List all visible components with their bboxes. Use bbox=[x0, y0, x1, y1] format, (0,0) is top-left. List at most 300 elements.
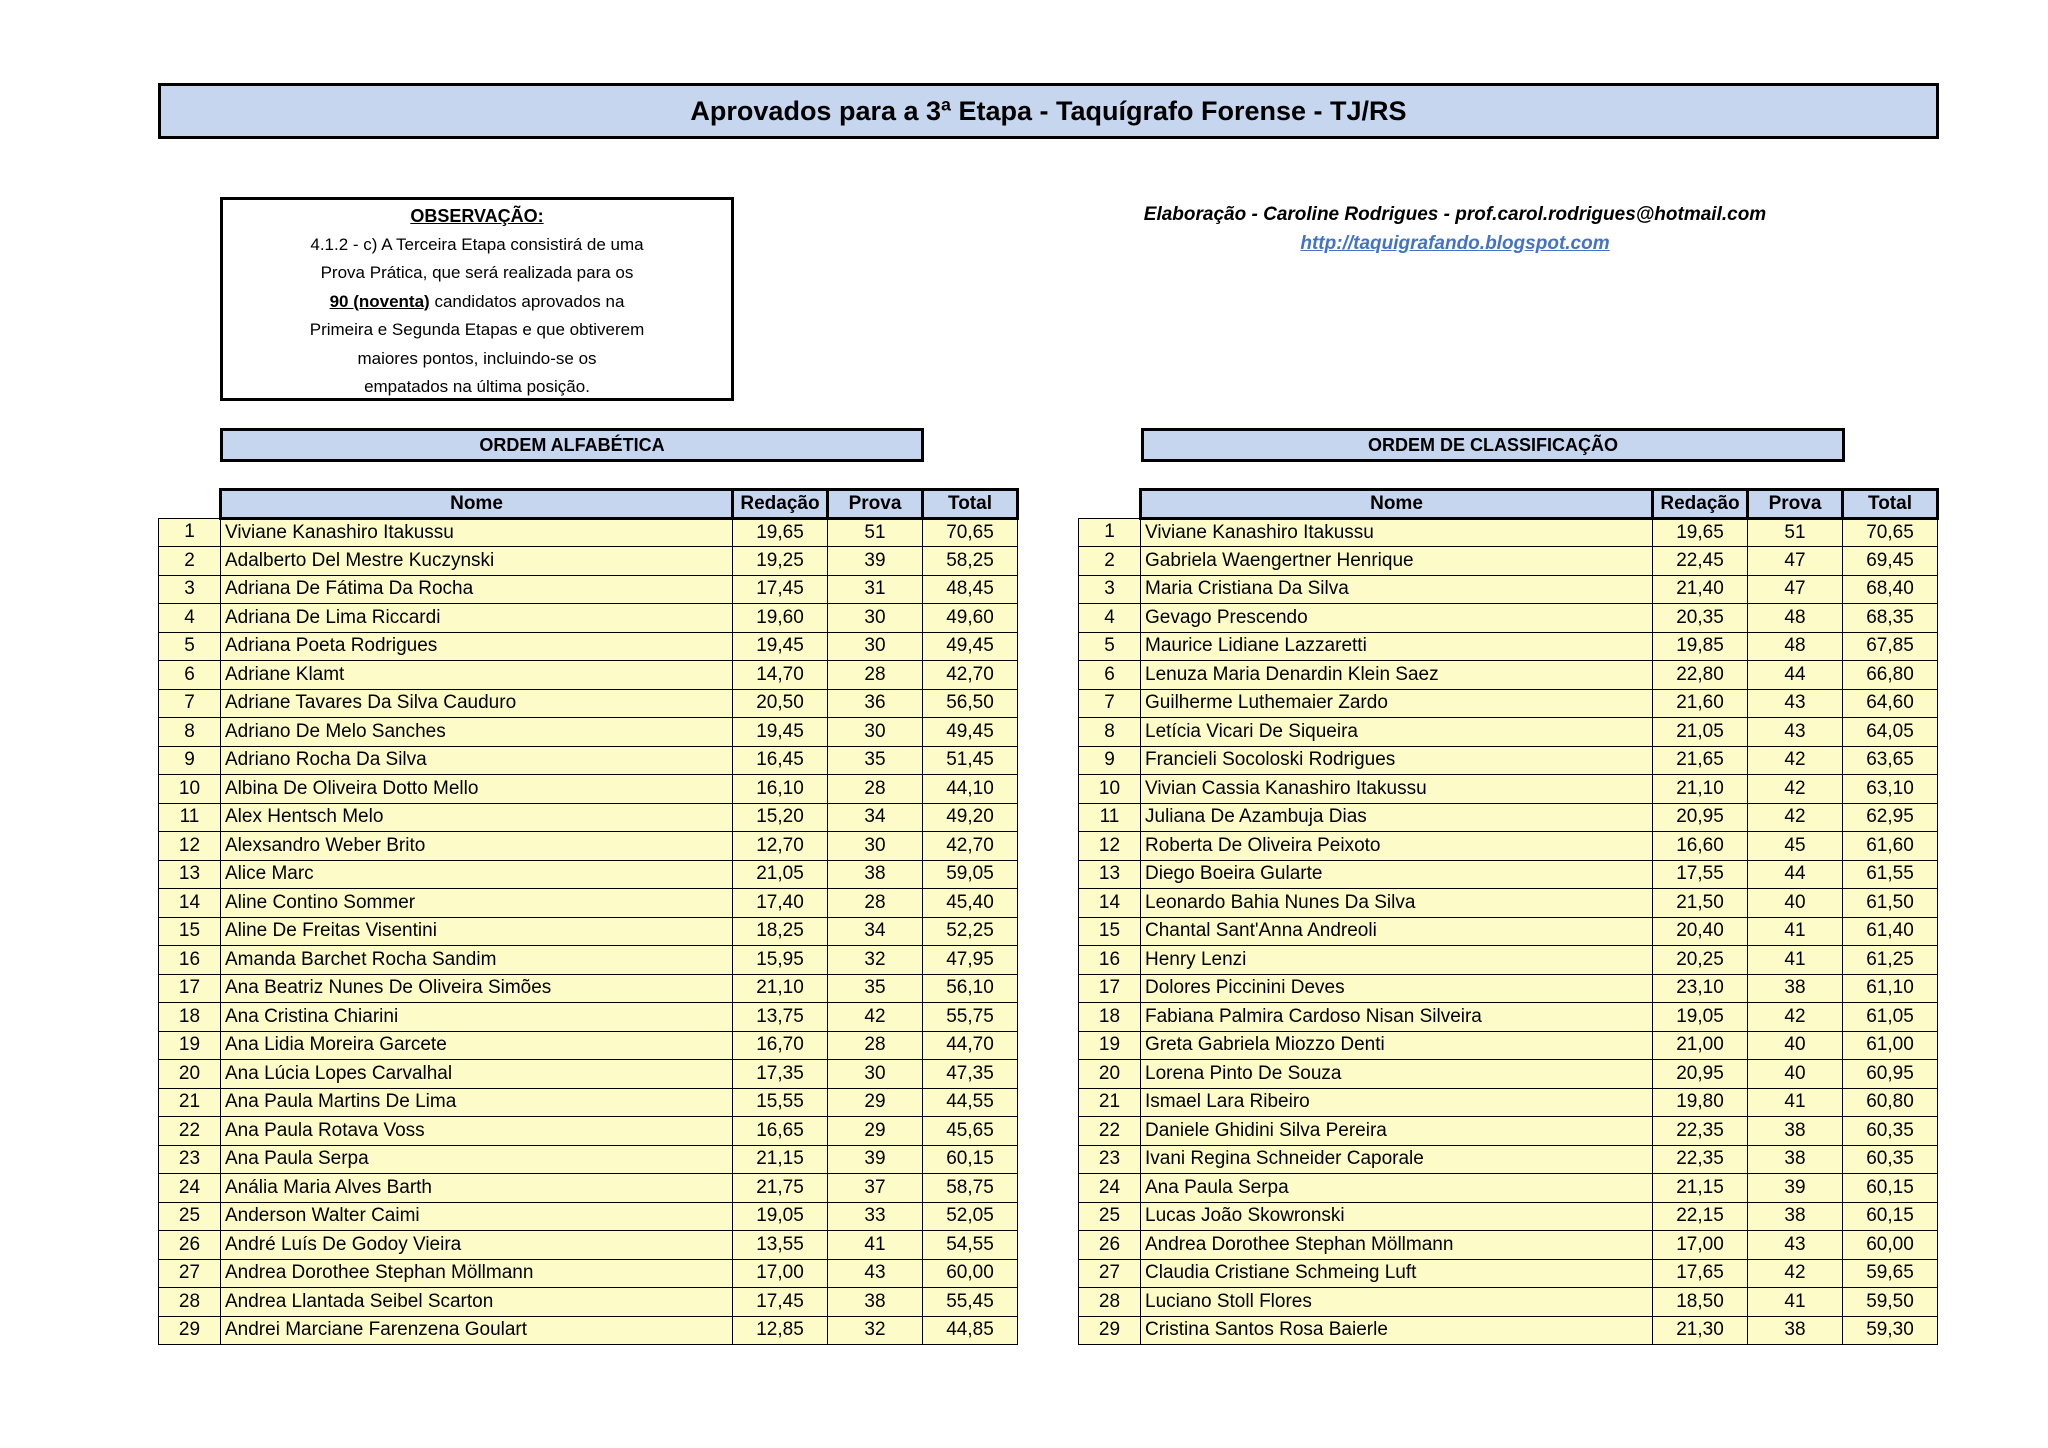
redacao-cell: 22,15 bbox=[1653, 1202, 1748, 1231]
name-cell: Andrea Dorothee Stephan Möllmann bbox=[1141, 1231, 1653, 1260]
rank-header bbox=[1079, 490, 1141, 519]
total-cell: 45,65 bbox=[923, 1117, 1018, 1146]
name-cell: Maurice Lidiane Lazzaretti bbox=[1141, 632, 1653, 661]
redacao-cell: 20,50 bbox=[733, 689, 828, 718]
observation-line: Prova Prática, que será realizada para os bbox=[320, 263, 634, 282]
table-row bbox=[159, 946, 1018, 975]
prova-cell: 51 bbox=[1748, 518, 1843, 547]
table-row bbox=[1079, 946, 1938, 975]
total-column-header: Total bbox=[923, 490, 1018, 519]
prova-cell: 34 bbox=[828, 803, 923, 832]
rank-cell: 28 bbox=[1079, 1288, 1141, 1317]
redacao-cell: 17,55 bbox=[1653, 860, 1748, 889]
rank-cell: 20 bbox=[1079, 1060, 1141, 1089]
table-row bbox=[1079, 1288, 1938, 1317]
observation-box bbox=[220, 197, 734, 401]
table-row bbox=[1079, 1145, 1938, 1174]
prova-cell: 41 bbox=[1748, 917, 1843, 946]
table-row bbox=[159, 1117, 1018, 1146]
prova-cell: 44 bbox=[1748, 661, 1843, 690]
redacao-cell: 21,00 bbox=[1653, 1031, 1748, 1060]
rank-cell: 6 bbox=[1079, 661, 1141, 690]
redacao-cell: 17,45 bbox=[733, 1288, 828, 1317]
rank-cell: 22 bbox=[159, 1117, 221, 1146]
prova-cell: 47 bbox=[1748, 547, 1843, 576]
redacao-cell: 16,70 bbox=[733, 1031, 828, 1060]
prova-cell: 37 bbox=[828, 1174, 923, 1203]
alphabetical-table bbox=[158, 488, 1019, 1345]
rank-cell: 23 bbox=[1079, 1145, 1141, 1174]
rank-cell: 2 bbox=[1079, 547, 1141, 576]
observation-line bbox=[223, 288, 731, 317]
redacao-cell: 21,50 bbox=[1653, 889, 1748, 918]
total-cell: 44,85 bbox=[923, 1316, 1018, 1345]
name-cell: Aline De Freitas Visentini bbox=[221, 917, 733, 946]
blog-link[interactable]: http://taquigrafando.blogspot.com bbox=[1300, 233, 1610, 254]
table-row bbox=[159, 889, 1018, 918]
prova-cell: 33 bbox=[828, 1202, 923, 1231]
name-cell: Gabriela Waengertner Henrique bbox=[1141, 547, 1653, 576]
prova-cell: 39 bbox=[1748, 1174, 1843, 1203]
name-cell: Lenuza Maria Denardin Klein Saez bbox=[1141, 661, 1653, 690]
rank-cell: 29 bbox=[1079, 1316, 1141, 1345]
table-row bbox=[159, 1060, 1018, 1089]
total-cell: 61,10 bbox=[1843, 974, 1938, 1003]
name-cell: Ana Lidia Moreira Garcete bbox=[221, 1031, 733, 1060]
prova-cell: 34 bbox=[828, 917, 923, 946]
table-row bbox=[159, 1202, 1018, 1231]
total-cell: 64,60 bbox=[1843, 689, 1938, 718]
rank-cell: 8 bbox=[1079, 718, 1141, 747]
redacao-cell: 19,80 bbox=[1653, 1088, 1748, 1117]
prova-cell: 38 bbox=[1748, 974, 1843, 1003]
redacao-cell: 21,65 bbox=[1653, 746, 1748, 775]
prova-cell: 42 bbox=[1748, 803, 1843, 832]
rank-cell: 1 bbox=[1079, 518, 1141, 547]
redacao-cell: 20,35 bbox=[1653, 604, 1748, 633]
name-cell: Andrei Marciane Farenzena Goulart bbox=[221, 1316, 733, 1345]
redacao-cell: 13,75 bbox=[733, 1003, 828, 1032]
rank-cell: 1 bbox=[159, 518, 221, 547]
redacao-cell: 17,00 bbox=[1653, 1231, 1748, 1260]
observation-text: candidatos aprovados na bbox=[429, 291, 625, 311]
redacao-cell: 21,15 bbox=[733, 1145, 828, 1174]
total-cell: 55,75 bbox=[923, 1003, 1018, 1032]
rank-cell: 15 bbox=[159, 917, 221, 946]
prova-cell: 43 bbox=[1748, 689, 1843, 718]
prova-cell: 38 bbox=[828, 860, 923, 889]
table-row bbox=[159, 1316, 1018, 1345]
total-cell: 59,65 bbox=[1843, 1259, 1938, 1288]
name-cell: Cristina Santos Rosa Baierle bbox=[1141, 1316, 1653, 1345]
prova-cell: 30 bbox=[828, 1060, 923, 1089]
table-row bbox=[1079, 1031, 1938, 1060]
rank-cell: 5 bbox=[1079, 632, 1141, 661]
name-cell: Andrea Dorothee Stephan Möllmann bbox=[221, 1259, 733, 1288]
redacao-cell: 15,20 bbox=[733, 803, 828, 832]
credit-block bbox=[1120, 200, 1790, 258]
table-row bbox=[1079, 575, 1938, 604]
redacao-cell: 22,80 bbox=[1653, 661, 1748, 690]
observation-highlight: 90 (noventa) bbox=[329, 291, 430, 311]
table-row bbox=[1079, 1060, 1938, 1089]
table-row bbox=[159, 775, 1018, 804]
total-cell: 55,45 bbox=[923, 1288, 1018, 1317]
name-cell: Adriane Tavares Da Silva Cauduro bbox=[221, 689, 733, 718]
observation-line: 4.1.2 - c) A Terceira Etapa consistirá de uma bbox=[310, 234, 644, 254]
table-row bbox=[1079, 917, 1938, 946]
prova-cell: 38 bbox=[828, 1288, 923, 1317]
total-cell: 60,15 bbox=[1843, 1174, 1938, 1203]
rank-cell: 10 bbox=[1079, 775, 1141, 804]
name-cell: Amanda Barchet Rocha Sandim bbox=[221, 946, 733, 975]
prova-cell: 42 bbox=[828, 1003, 923, 1032]
rank-cell: 6 bbox=[159, 661, 221, 690]
total-cell: 68,35 bbox=[1843, 604, 1938, 633]
redacao-cell: 19,65 bbox=[1653, 518, 1748, 547]
prova-cell: 48 bbox=[1748, 604, 1843, 633]
redacao-cell: 20,25 bbox=[1653, 946, 1748, 975]
name-cell: Daniele Ghidini Silva Pereira bbox=[1141, 1117, 1653, 1146]
rank-cell: 4 bbox=[1079, 604, 1141, 633]
total-cell: 70,65 bbox=[923, 518, 1018, 547]
name-cell: Dolores Piccinini Deves bbox=[1141, 974, 1653, 1003]
total-cell: 48,45 bbox=[923, 575, 1018, 604]
table-row bbox=[159, 746, 1018, 775]
name-cell: Juliana De Azambuja Dias bbox=[1141, 803, 1653, 832]
name-column-header: Nome bbox=[221, 490, 733, 519]
prova-cell: 44 bbox=[1748, 860, 1843, 889]
table-row bbox=[1079, 746, 1938, 775]
prova-cell: 42 bbox=[1748, 775, 1843, 804]
rank-cell: 24 bbox=[1079, 1174, 1141, 1203]
table-row bbox=[159, 1145, 1018, 1174]
name-cell: Ismael Lara Ribeiro bbox=[1141, 1088, 1653, 1117]
total-cell: 51,45 bbox=[923, 746, 1018, 775]
rank-cell: 7 bbox=[159, 689, 221, 718]
redacao-cell: 19,05 bbox=[1653, 1003, 1748, 1032]
table-row bbox=[159, 1088, 1018, 1117]
rank-cell: 13 bbox=[1079, 860, 1141, 889]
rank-cell: 11 bbox=[159, 803, 221, 832]
name-cell: Vivian Cassia Kanashiro Itakussu bbox=[1141, 775, 1653, 804]
prova-cell: 35 bbox=[828, 746, 923, 775]
table-row bbox=[1079, 1003, 1938, 1032]
page-title: Aprovados para a 3ª Etapa - Taquígrafo Forense - TJ/RS bbox=[158, 83, 1939, 139]
name-cell: Ana Beatriz Nunes De Oliveira Simões bbox=[221, 974, 733, 1003]
rank-cell: 17 bbox=[159, 974, 221, 1003]
table-row bbox=[1079, 1316, 1938, 1345]
table-header-row bbox=[159, 490, 1018, 519]
total-cell: 56,10 bbox=[923, 974, 1018, 1003]
prova-cell: 32 bbox=[828, 946, 923, 975]
rank-cell: 13 bbox=[159, 860, 221, 889]
name-cell: Ana Lúcia Lopes Carvalhal bbox=[221, 1060, 733, 1089]
total-cell: 59,05 bbox=[923, 860, 1018, 889]
name-cell: André Luís De Godoy Vieira bbox=[221, 1231, 733, 1260]
prova-cell: 42 bbox=[1748, 1003, 1843, 1032]
total-cell: 63,10 bbox=[1843, 775, 1938, 804]
prova-cell: 38 bbox=[1748, 1202, 1843, 1231]
name-cell: Adriana De Lima Riccardi bbox=[221, 604, 733, 633]
total-cell: 67,85 bbox=[1843, 632, 1938, 661]
section-alphabetical-header: ORDEM ALFABÉTICA bbox=[220, 428, 924, 462]
rank-cell: 27 bbox=[159, 1259, 221, 1288]
prova-cell: 28 bbox=[828, 775, 923, 804]
name-cell: Ana Cristina Chiarini bbox=[221, 1003, 733, 1032]
author-credit: Elaboração - Caroline Rodrigues - prof.carol.rodrigues@hotmail.com bbox=[1143, 204, 1767, 225]
total-cell: 61,05 bbox=[1843, 1003, 1938, 1032]
prova-cell: 38 bbox=[1748, 1145, 1843, 1174]
total-cell: 60,35 bbox=[1843, 1145, 1938, 1174]
prova-cell: 41 bbox=[1748, 946, 1843, 975]
prova-cell: 32 bbox=[828, 1316, 923, 1345]
classification-table bbox=[1078, 488, 1939, 1345]
redacao-cell: 20,95 bbox=[1653, 803, 1748, 832]
table-row bbox=[159, 547, 1018, 576]
name-cell: Alexsandro Weber Brito bbox=[221, 832, 733, 861]
redacao-cell: 17,65 bbox=[1653, 1259, 1748, 1288]
name-cell: Greta Gabriela Miozzo Denti bbox=[1141, 1031, 1653, 1060]
table-row bbox=[1079, 689, 1938, 718]
table-row bbox=[159, 917, 1018, 946]
name-cell: Guilherme Luthemaier Zardo bbox=[1141, 689, 1653, 718]
rank-cell: 28 bbox=[159, 1288, 221, 1317]
name-cell: Letícia Vicari De Siqueira bbox=[1141, 718, 1653, 747]
name-cell: Adriano De Melo Sanches bbox=[221, 718, 733, 747]
total-cell: 54,55 bbox=[923, 1231, 1018, 1260]
rank-cell: 14 bbox=[159, 889, 221, 918]
redacao-cell: 22,35 bbox=[1653, 1145, 1748, 1174]
rank-cell: 23 bbox=[159, 1145, 221, 1174]
redacao-cell: 21,05 bbox=[1653, 718, 1748, 747]
prova-cell: 41 bbox=[1748, 1088, 1843, 1117]
prova-cell: 42 bbox=[1748, 746, 1843, 775]
redacao-cell: 22,35 bbox=[1653, 1117, 1748, 1146]
total-cell: 59,50 bbox=[1843, 1288, 1938, 1317]
rank-cell: 25 bbox=[1079, 1202, 1141, 1231]
total-cell: 63,65 bbox=[1843, 746, 1938, 775]
table-row bbox=[159, 689, 1018, 718]
redacao-column-header: Redação bbox=[1653, 490, 1748, 519]
redacao-cell: 12,70 bbox=[733, 832, 828, 861]
table-row bbox=[1079, 1259, 1938, 1288]
rank-cell: 15 bbox=[1079, 917, 1141, 946]
rank-cell: 12 bbox=[1079, 832, 1141, 861]
redacao-cell: 21,30 bbox=[1653, 1316, 1748, 1345]
prova-cell: 39 bbox=[828, 547, 923, 576]
prova-cell: 40 bbox=[1748, 889, 1843, 918]
name-cell: Adriane Klamt bbox=[221, 661, 733, 690]
prova-cell: 40 bbox=[1748, 1060, 1843, 1089]
table-row bbox=[1079, 661, 1938, 690]
redacao-cell: 19,05 bbox=[733, 1202, 828, 1231]
total-column-header: Total bbox=[1843, 490, 1938, 519]
prova-cell: 30 bbox=[828, 832, 923, 861]
prova-column-header: Prova bbox=[828, 490, 923, 519]
redacao-cell: 21,15 bbox=[1653, 1174, 1748, 1203]
rank-cell: 20 bbox=[159, 1060, 221, 1089]
table-row bbox=[159, 832, 1018, 861]
name-cell: Adriana Poeta Rodrigues bbox=[221, 632, 733, 661]
name-cell: Viviane Kanashiro Itakussu bbox=[1141, 518, 1653, 547]
prova-cell: 28 bbox=[828, 1031, 923, 1060]
total-cell: 44,10 bbox=[923, 775, 1018, 804]
rank-cell: 21 bbox=[1079, 1088, 1141, 1117]
redacao-cell: 21,40 bbox=[1653, 575, 1748, 604]
rank-cell: 3 bbox=[159, 575, 221, 604]
observation-line: maiores pontos, incluindo-se os bbox=[357, 348, 597, 368]
table-row bbox=[159, 974, 1018, 1003]
redacao-cell: 15,55 bbox=[733, 1088, 828, 1117]
total-cell: 44,70 bbox=[923, 1031, 1018, 1060]
total-cell: 49,45 bbox=[923, 718, 1018, 747]
table-row bbox=[1079, 775, 1938, 804]
name-cell: Alice Marc bbox=[221, 860, 733, 889]
redacao-cell: 19,65 bbox=[733, 518, 828, 547]
prova-cell: 28 bbox=[828, 661, 923, 690]
total-cell: 69,45 bbox=[1843, 547, 1938, 576]
name-cell: Henry Lenzi bbox=[1141, 946, 1653, 975]
rank-cell: 8 bbox=[159, 718, 221, 747]
table-row bbox=[159, 661, 1018, 690]
name-cell: Anderson Walter Caimi bbox=[221, 1202, 733, 1231]
prova-cell: 29 bbox=[828, 1088, 923, 1117]
name-cell: Adriana De Fátima Da Rocha bbox=[221, 575, 733, 604]
table-row bbox=[1079, 974, 1938, 1003]
total-cell: 44,55 bbox=[923, 1088, 1018, 1117]
name-cell: Chantal Sant'Anna Andreoli bbox=[1141, 917, 1653, 946]
observation-heading: OBSERVAÇÃO: bbox=[410, 206, 544, 226]
total-cell: 61,60 bbox=[1843, 832, 1938, 861]
rank-cell: 9 bbox=[159, 746, 221, 775]
table-row bbox=[159, 1031, 1018, 1060]
redacao-cell: 17,35 bbox=[733, 1060, 828, 1089]
total-cell: 49,60 bbox=[923, 604, 1018, 633]
prova-cell: 29 bbox=[828, 1117, 923, 1146]
redacao-cell: 21,75 bbox=[733, 1174, 828, 1203]
table-row bbox=[159, 1231, 1018, 1260]
table-row bbox=[1079, 632, 1938, 661]
redacao-cell: 18,50 bbox=[1653, 1288, 1748, 1317]
total-cell: 60,00 bbox=[1843, 1231, 1938, 1260]
rank-cell: 19 bbox=[159, 1031, 221, 1060]
name-cell: Lucas João Skowronski bbox=[1141, 1202, 1653, 1231]
name-cell: Andrea Llantada Seibel Scarton bbox=[221, 1288, 733, 1317]
rank-header bbox=[159, 490, 221, 519]
redacao-cell: 15,95 bbox=[733, 946, 828, 975]
prova-cell: 30 bbox=[828, 718, 923, 747]
redacao-cell: 19,45 bbox=[733, 632, 828, 661]
redacao-cell: 17,45 bbox=[733, 575, 828, 604]
name-cell: Ana Paula Serpa bbox=[1141, 1174, 1653, 1203]
redacao-cell: 21,10 bbox=[733, 974, 828, 1003]
prova-cell: 28 bbox=[828, 889, 923, 918]
rank-cell: 12 bbox=[159, 832, 221, 861]
table-row bbox=[1079, 860, 1938, 889]
name-cell: Ana Paula Martins De Lima bbox=[221, 1088, 733, 1117]
total-cell: 52,05 bbox=[923, 1202, 1018, 1231]
table-row bbox=[159, 604, 1018, 633]
table-row bbox=[1079, 1202, 1938, 1231]
rank-cell: 16 bbox=[159, 946, 221, 975]
total-cell: 70,65 bbox=[1843, 518, 1938, 547]
rank-cell: 22 bbox=[1079, 1117, 1141, 1146]
name-cell: Alex Hentsch Melo bbox=[221, 803, 733, 832]
table-row bbox=[159, 1174, 1018, 1203]
rank-cell: 26 bbox=[159, 1231, 221, 1260]
prova-cell: 40 bbox=[1748, 1031, 1843, 1060]
table-row bbox=[159, 803, 1018, 832]
name-cell: Leonardo Bahia Nunes Da Silva bbox=[1141, 889, 1653, 918]
total-cell: 66,80 bbox=[1843, 661, 1938, 690]
total-cell: 58,25 bbox=[923, 547, 1018, 576]
rank-cell: 11 bbox=[1079, 803, 1141, 832]
prova-cell: 51 bbox=[828, 518, 923, 547]
redacao-cell: 21,60 bbox=[1653, 689, 1748, 718]
name-cell: Lorena Pinto De Souza bbox=[1141, 1060, 1653, 1089]
total-cell: 61,40 bbox=[1843, 917, 1938, 946]
section-classification-header: ORDEM DE CLASSIFICAÇÃO bbox=[1141, 428, 1845, 462]
rank-cell: 16 bbox=[1079, 946, 1141, 975]
name-cell: Adalberto Del Mestre Kuczynski bbox=[221, 547, 733, 576]
observation-line: empatados na última posição. bbox=[364, 377, 590, 396]
classification-table-body bbox=[1079, 518, 1938, 1345]
table-row bbox=[159, 860, 1018, 889]
total-cell: 60,15 bbox=[1843, 1202, 1938, 1231]
name-cell: Maria Cristiana Da Silva bbox=[1141, 575, 1653, 604]
total-cell: 61,55 bbox=[1843, 860, 1938, 889]
name-cell: Luciano Stoll Flores bbox=[1141, 1288, 1653, 1317]
rank-cell: 21 bbox=[159, 1088, 221, 1117]
table-row bbox=[1079, 604, 1938, 633]
prova-cell: 47 bbox=[1748, 575, 1843, 604]
total-cell: 49,20 bbox=[923, 803, 1018, 832]
total-cell: 60,00 bbox=[923, 1259, 1018, 1288]
total-cell: 60,95 bbox=[1843, 1060, 1938, 1089]
table-row bbox=[159, 1288, 1018, 1317]
table-row bbox=[1079, 1088, 1938, 1117]
total-cell: 60,35 bbox=[1843, 1117, 1938, 1146]
redacao-cell: 17,00 bbox=[733, 1259, 828, 1288]
prova-cell: 43 bbox=[1748, 718, 1843, 747]
redacao-cell: 16,45 bbox=[733, 746, 828, 775]
redacao-cell: 13,55 bbox=[733, 1231, 828, 1260]
table-row bbox=[1079, 889, 1938, 918]
name-cell: Adriano Rocha Da Silva bbox=[221, 746, 733, 775]
rank-cell: 14 bbox=[1079, 889, 1141, 918]
table-row bbox=[159, 1259, 1018, 1288]
redacao-cell: 16,60 bbox=[1653, 832, 1748, 861]
total-cell: 58,75 bbox=[923, 1174, 1018, 1203]
redacao-cell: 21,05 bbox=[733, 860, 828, 889]
table-row bbox=[1079, 1117, 1938, 1146]
rank-cell: 25 bbox=[159, 1202, 221, 1231]
redacao-cell: 12,85 bbox=[733, 1316, 828, 1345]
total-cell: 60,80 bbox=[1843, 1088, 1938, 1117]
table-row bbox=[159, 632, 1018, 661]
total-cell: 64,05 bbox=[1843, 718, 1938, 747]
table-row bbox=[1079, 803, 1938, 832]
name-cell: Aline Contino Sommer bbox=[221, 889, 733, 918]
table-row bbox=[159, 575, 1018, 604]
total-cell: 45,40 bbox=[923, 889, 1018, 918]
prova-cell: 39 bbox=[828, 1145, 923, 1174]
rank-cell: 9 bbox=[1079, 746, 1141, 775]
redacao-cell: 17,40 bbox=[733, 889, 828, 918]
name-cell: Albina De Oliveira Dotto Mello bbox=[221, 775, 733, 804]
name-cell: Ana Paula Serpa bbox=[221, 1145, 733, 1174]
